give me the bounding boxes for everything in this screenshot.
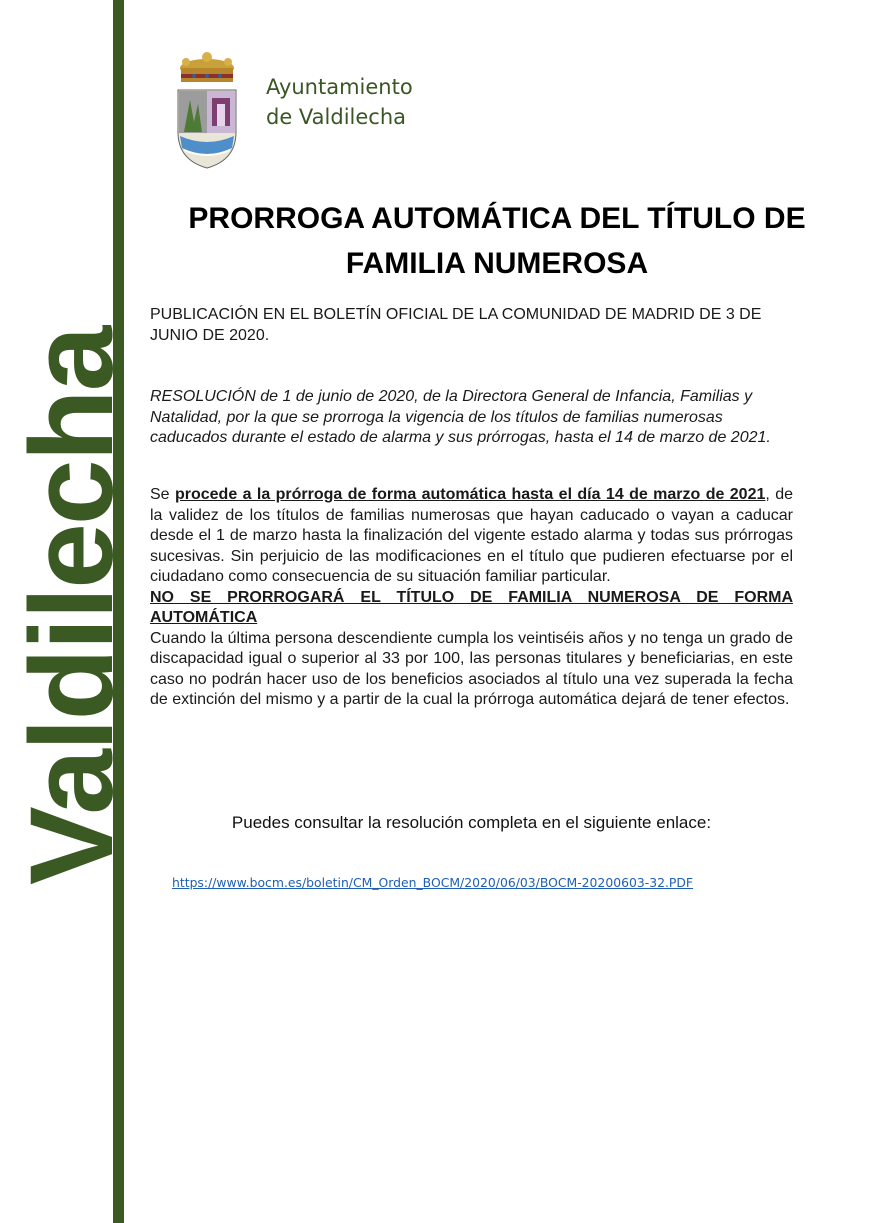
consult-text: Puedes consultar la resolución completa en el siguiente enlace: — [231, 813, 712, 832]
publication-notice: PUBLICACIÓN EN EL BOLETÍN OFICIAL DE LA COMUNIDAD DE MADRID DE 3 DE JUNIO DE 2020. — [150, 306, 762, 344]
page-title — [150, 196, 844, 286]
org-name-line-2: de Valdilecha — [266, 105, 407, 129]
intro-text: Se — [150, 486, 175, 503]
extension-paragraph — [150, 485, 793, 588]
title-line-2: FAMILIA NUMEROSA — [345, 247, 649, 280]
body-text — [150, 485, 793, 711]
title-line-1: PRORROGA AUTOMÁTICA DEL TÍTULO DE — [188, 202, 806, 235]
extension-highlight: procede a la prórroga de forma automática hasta el día 14 de marzo de 2021 — [174, 486, 766, 503]
municipal-coat-of-arms-icon — [172, 52, 242, 170]
resolution-link[interactable]: https://www.bocm.es/boletin/CM_Orden_BOCM/2020/06/03/BOCM-20200603-32.PDF — [172, 875, 694, 890]
org-name-line-1: Ayuntamiento — [266, 75, 413, 99]
extension-details: , de la validez de los títulos de familias numerosas que hayan caducado o vayan a caducar desde el 1 de marzo hasta la finalización del vigente estado alarma y todas sus prórrogas sucesivas. Sin perjuicio de las modificaciones en el título que pudieren efectuarse por el ciudadano como consecuencia de su situación familiar particular. — [150, 486, 793, 585]
warning-text: Cuando la última persona descendiente cumpla los veintiséis años y no tenga un grado de discapacidad igual o superior al 33 por 100, las personas titulares y beneficiarias, en este caso no podrán hacer uso de los beneficios asociados al título una vez superada la fecha de extinción del mismo y a partir de la cual la prórroga automática dejará de tener efectos. — [150, 629, 793, 708]
vertical-town-name: Valdilecha — [6, 327, 138, 885]
warning-heading: NO SE PRORROGARÁ EL TÍTULO DE FAMILIA NUMEROSA DE FORMA AUTOMÁTICA — [150, 588, 793, 626]
resolution-summary: RESOLUCIÓN de 1 de junio de 2020, de la Directora General de Infancia, Familias y Natalidad, por la que se prorroga la vigencia de los títulos de familias numerosas caducados durante el estado de alarma y sus prórrogas, hasta el 14 de marzo de 2021. — [150, 388, 771, 446]
organization-name — [266, 72, 413, 132]
